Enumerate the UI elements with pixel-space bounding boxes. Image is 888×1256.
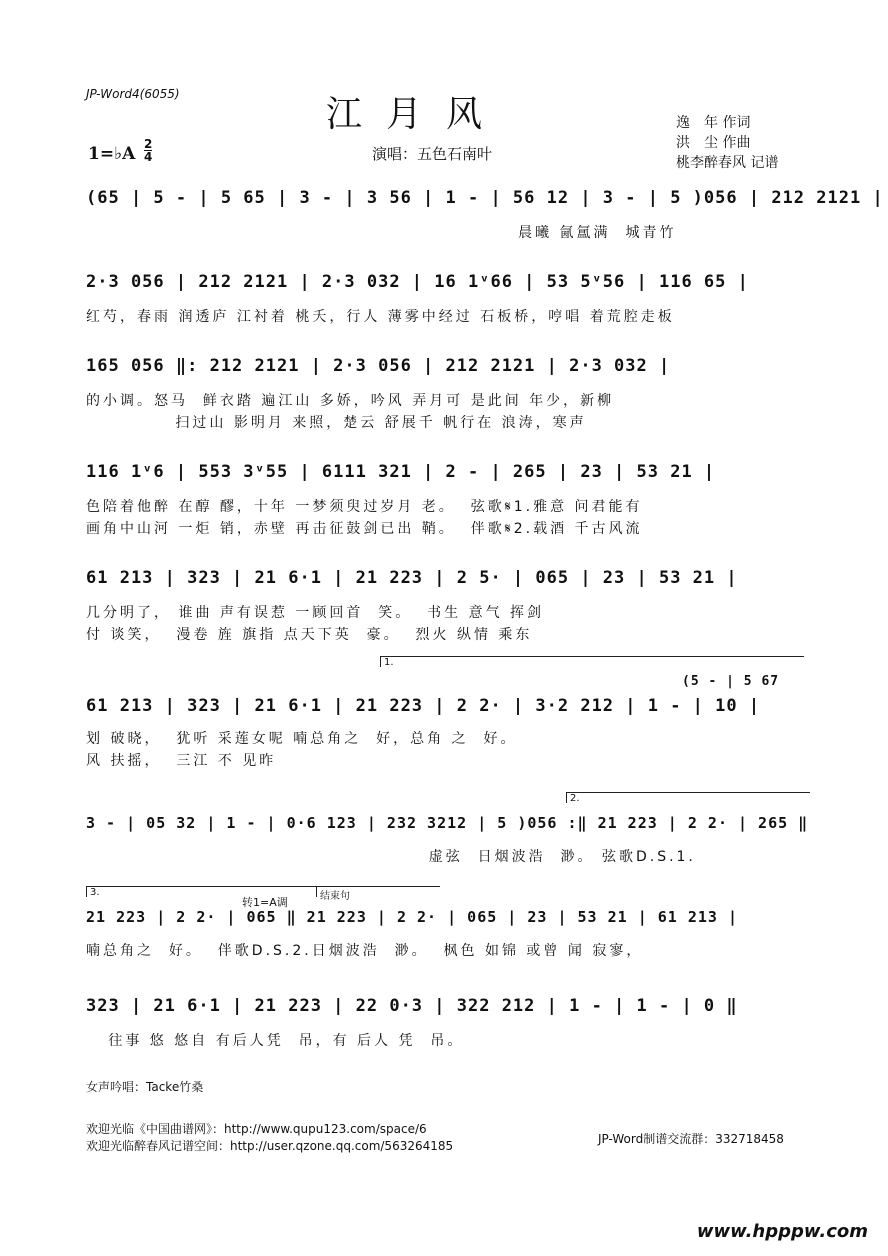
lyric-line: 往事 悠 悠自 有后人凭 吊，有 后人 凭 吊。 xyxy=(86,1033,465,1049)
lyric-line: 的小调。怒马 鲜衣踏 遍江山 多娇，吟风 弄月可 是此间 年少，新柳 xyxy=(86,393,615,409)
notation-line: 165 056 ‖: 212 2121 | 2·3 056 | 212 2121 | 2·3 032 | xyxy=(86,356,671,376)
watermark-site: www.hpppw.com xyxy=(696,1221,868,1242)
time-signature xyxy=(144,138,152,163)
lyric-line: 几分明了， 谁曲 声有误惹 一顾回首 笑。 书生 意气 挥剑 xyxy=(86,605,545,621)
time-bottom: 4 xyxy=(144,150,153,164)
notation-line: 61 213 | 323 | 21 6·1 | 21 223 | 2 2· | 3·2 212 | 1 - | 10 | xyxy=(86,696,761,716)
lyric-line: 画角中山河 一炬 销，赤壁 再击征鼓剑已出 鞘。 伴歌𝄋2.载酒 千古风流 xyxy=(86,521,643,537)
time-top: 2 xyxy=(144,137,153,151)
interlude-notes: (5 - | 5 67 xyxy=(682,674,780,689)
site-link-2[interactable]: 欢迎光临醉春风记谱空间：http://user.qzone.qq.com/563264185 xyxy=(86,1139,454,1153)
lyric-line: 扫过山 影明月 来照，楚云 舒展千 帆行在 浪涛，寒声 xyxy=(86,415,587,431)
volta-bracket: 2. xyxy=(566,792,810,803)
lyric-line: 红芍，春雨 润透庐 江衬着 桃夭，行人 薄雾中经过 石板桥，哼唱 着荒腔走板 xyxy=(86,309,675,325)
female-voice-credit: 女声吟唱：Tacke竹桑 xyxy=(86,1080,204,1094)
transcriber: 桃李醉春风 记谱 xyxy=(676,155,779,171)
singer: 演唱：五色石南叶 xyxy=(372,145,493,163)
notation-line: 3 - | 05 32 | 1 - | 0·6 123 | 232 3212 | 5 )056 :‖ 21 223 | 2 2· | 265 ‖ xyxy=(86,814,809,832)
software-version: JP-Word4(6055) xyxy=(86,87,180,101)
lyric-line: 划 破晓， 犹听 采莲女呢 喃总角之 好，总角 之 好。 xyxy=(86,731,518,747)
lyric-line: 付 谈笑， 漫卷 旌 旗指 点天下英 豪。 烈火 纵情 乘东 xyxy=(86,627,533,643)
notation-line: 116 1ᵛ6 | 553 3ᵛ55 | 6111 321 | 2 - | 265 | 23 | 53 21 | xyxy=(86,462,716,482)
lyric-line: 色陪着他醉 在醇 醪，十年 一梦须臾过岁月 老。 弦歌𝄋1.雅意 问君能有 xyxy=(86,499,643,515)
lyric-line: 虚弦 日烟波浩 渺。 弦歌D.S.1. xyxy=(86,849,696,865)
lyric-line: 风 扶摇， 三江 不 见昨 xyxy=(86,753,277,769)
group-number: JP-Word制谱交流群：332718458 xyxy=(598,1132,784,1146)
lyric-line: 喃总角之 好。 伴歌D.S.2.日烟波浩 渺。 枫色 如锦 或曾 闻 寂寥， xyxy=(86,943,644,959)
ending-bracket: 结束句 xyxy=(316,886,440,897)
lyricist: 逸 年 作词 xyxy=(676,115,751,131)
notation-line: 2·3 056 | 212 2121 | 2·3 032 | 16 1ᵛ66 | 53 5ᵛ56 | 116 65 | xyxy=(86,272,749,292)
site-link-1[interactable]: 欢迎光临《中国曲谱网》：http://www.qupu123.com/space/6 xyxy=(86,1122,427,1136)
volta-bracket: 1. xyxy=(380,656,804,667)
modulation-mark: 转1=A调 xyxy=(242,896,288,909)
notation-line: (65 | 5 - | 5 65 | 3 - | 3 56 | 1 - | 56 12 | 3 - | 5 )056 | 212 2121 | xyxy=(86,188,884,208)
volta-bracket: 3. xyxy=(86,886,320,897)
notation-line: 61 213 | 323 | 21 6·1 | 21 223 | 2 5· | 065 | 23 | 53 21 | xyxy=(86,568,738,588)
composer: 洪 尘 作曲 xyxy=(676,135,751,151)
notation-line: 323 | 21 6·1 | 21 223 | 22 0·3 | 322 212 | 1 - | 1 - | 0 ‖ xyxy=(86,996,738,1016)
credits xyxy=(676,113,778,173)
notation-line: 21 223 | 2 2· | 065 ‖ 21 223 | 2 2· | 065 | 23 | 53 21 | 61 213 | xyxy=(86,908,738,926)
song-title: 江月风 xyxy=(326,94,507,135)
lyric-line: 晨曦 氤氲满 城青竹 xyxy=(86,225,677,241)
key-signature: 1=♭A xyxy=(88,144,136,164)
